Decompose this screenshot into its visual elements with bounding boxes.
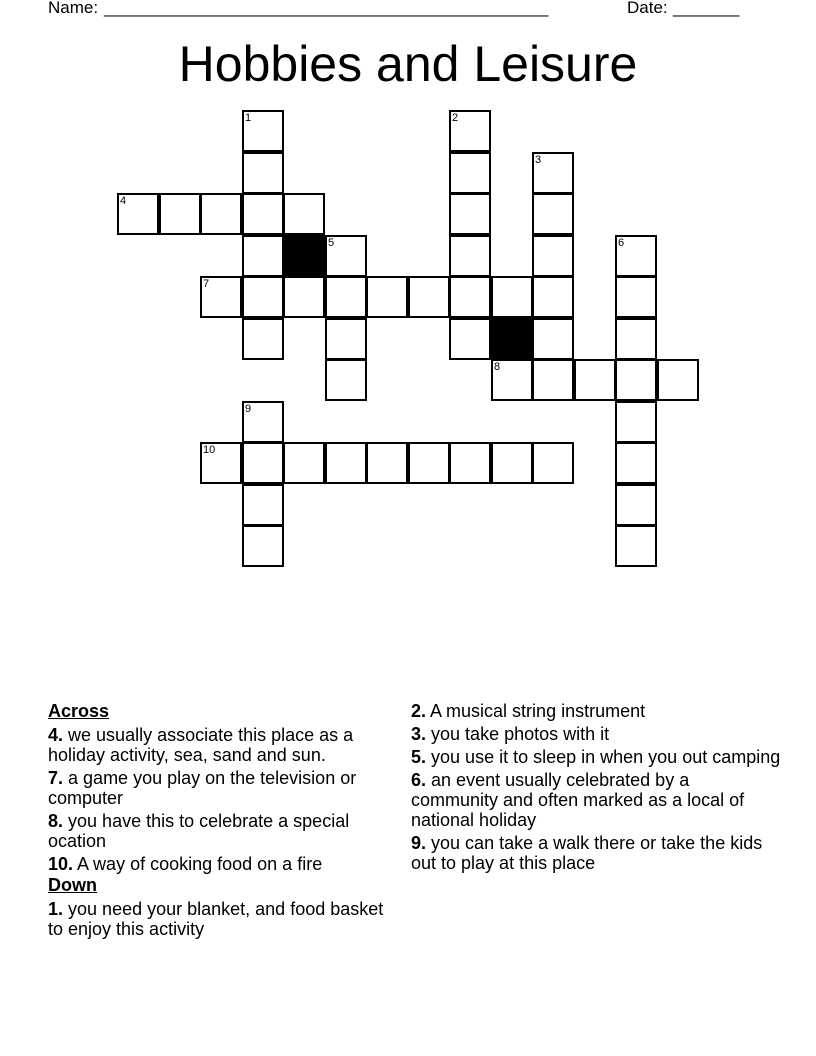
clue-number: 6.	[411, 770, 427, 790]
clue-text: an event usually celebrated by a community and often marked as a local of national holiday	[411, 770, 745, 830]
cell-number: 6	[618, 237, 625, 249]
crossword-cell[interactable]	[449, 235, 491, 277]
date-label: Date:	[627, 0, 668, 17]
clue-text: you have this to celebrate a special ocation	[48, 811, 350, 851]
cell-number: 8	[494, 361, 501, 373]
clue-number: 2.	[411, 701, 427, 721]
crossword-cell[interactable]	[325, 276, 367, 318]
crossword-cell[interactable]	[532, 442, 574, 484]
crossword-cell[interactable]	[325, 359, 367, 401]
crossword-cell[interactable]	[283, 276, 325, 318]
across-heading: Across	[48, 701, 110, 721]
clue-down-2	[411, 701, 781, 721]
clue-text: A musical string instrument	[430, 701, 646, 721]
clue-across-10	[48, 854, 393, 874]
cell-number: 9	[245, 403, 252, 415]
cell-number: 1	[245, 112, 252, 124]
cell-number: 3	[535, 154, 542, 166]
crossword-cell[interactable]	[283, 442, 325, 484]
cell-number: 2	[452, 112, 459, 124]
crossword-cell[interactable]	[242, 152, 284, 194]
crossword-cell[interactable]	[242, 110, 284, 152]
clue-number: 4.	[48, 725, 64, 745]
down-heading: Down	[48, 875, 97, 895]
crossword-cell[interactable]	[615, 276, 657, 318]
cell-number: 5	[328, 237, 335, 249]
crossword-cell[interactable]	[200, 193, 242, 235]
cell-number: 7	[203, 278, 210, 290]
clue-number: 3.	[411, 724, 427, 744]
clue-down-6	[411, 770, 781, 830]
crossword-cell[interactable]	[242, 235, 284, 277]
clues-column-left	[48, 701, 393, 942]
crossword-cell[interactable]	[449, 110, 491, 152]
crossword-black-cell	[491, 318, 533, 360]
clue-text: a game you play on the television or computer	[48, 768, 357, 808]
crossword-cell[interactable]	[408, 442, 450, 484]
clue-across-4	[48, 725, 393, 765]
crossword-cell[interactable]	[532, 318, 574, 360]
crossword-cell[interactable]	[366, 276, 408, 318]
clue-text: you can take a walk there or take the kids out to play at this place	[411, 833, 763, 873]
crossword-cell[interactable]	[491, 276, 533, 318]
crossword-cell[interactable]	[449, 193, 491, 235]
crossword-cell[interactable]	[242, 442, 284, 484]
clue-text: A way of cooking food on a fire	[77, 854, 323, 874]
crossword-cell[interactable]	[242, 276, 284, 318]
crossword-cell[interactable]	[242, 484, 284, 526]
crossword-cell[interactable]	[449, 276, 491, 318]
crossword-cell[interactable]	[615, 235, 657, 277]
crossword-cell[interactable]	[657, 359, 699, 401]
name-label: Name:	[48, 0, 99, 17]
crossword-black-cell	[283, 235, 325, 277]
crossword-cell[interactable]	[117, 193, 159, 235]
crossword-cell[interactable]	[532, 152, 574, 194]
clue-down-1	[48, 899, 393, 939]
crossword-cell[interactable]	[325, 235, 367, 277]
crossword-cell[interactable]	[242, 401, 284, 443]
crossword-cell[interactable]	[615, 318, 657, 360]
crossword-cell[interactable]	[242, 318, 284, 360]
clue-number: 1.	[48, 899, 64, 919]
clue-text: you use it to sleep in when you out camping	[431, 747, 781, 767]
crossword-cell[interactable]	[491, 442, 533, 484]
crossword-cell[interactable]	[615, 442, 657, 484]
crossword-cell[interactable]	[532, 235, 574, 277]
crossword-cell[interactable]	[532, 193, 574, 235]
clue-down-9	[411, 833, 781, 873]
crossword-cell[interactable]	[366, 442, 408, 484]
clue-text: we usually associate this place as a holiday activity, sea, sand and sun.	[48, 725, 354, 765]
crossword-cell[interactable]	[449, 318, 491, 360]
clues-column-right	[411, 701, 781, 876]
cell-number: 4	[120, 195, 127, 207]
clue-number: 7.	[48, 768, 64, 788]
crossword-cell[interactable]	[325, 318, 367, 360]
clue-text: you need your blanket, and food basket to enjoy this activity	[48, 899, 384, 939]
clue-number: 9.	[411, 833, 427, 853]
clue-down-5	[411, 747, 781, 767]
crossword-cell[interactable]	[159, 193, 201, 235]
crossword-cell[interactable]	[532, 359, 574, 401]
crossword-cell[interactable]	[449, 442, 491, 484]
crossword-cell[interactable]	[574, 359, 616, 401]
name-blank-line[interactable]: _______________________________________________	[104, 0, 549, 17]
clue-text: you take photos with it	[431, 724, 610, 744]
clue-number: 5.	[411, 747, 427, 767]
clue-number: 8.	[48, 811, 64, 831]
crossword-cell[interactable]	[325, 442, 367, 484]
crossword-cell[interactable]	[491, 359, 533, 401]
crossword-cell[interactable]	[283, 193, 325, 235]
cell-number: 10	[203, 444, 216, 456]
crossword-cell[interactable]	[615, 401, 657, 443]
crossword-cell[interactable]	[615, 484, 657, 526]
crossword-cell[interactable]	[408, 276, 450, 318]
crossword-cell[interactable]	[200, 442, 242, 484]
crossword-cell[interactable]	[615, 359, 657, 401]
crossword-cell[interactable]	[615, 525, 657, 567]
crossword-cell[interactable]	[242, 193, 284, 235]
crossword-cell[interactable]	[532, 276, 574, 318]
clue-down-3	[411, 724, 781, 744]
crossword-cell[interactable]	[242, 525, 284, 567]
crossword-cell[interactable]	[449, 152, 491, 194]
date-blank-line[interactable]: _______	[673, 0, 740, 17]
crossword-cell[interactable]	[200, 276, 242, 318]
clue-number: 10.	[48, 854, 74, 874]
clue-across-8	[48, 811, 393, 851]
clue-across-7	[48, 768, 393, 808]
page-title: Hobbies and Leisure	[178, 36, 638, 92]
